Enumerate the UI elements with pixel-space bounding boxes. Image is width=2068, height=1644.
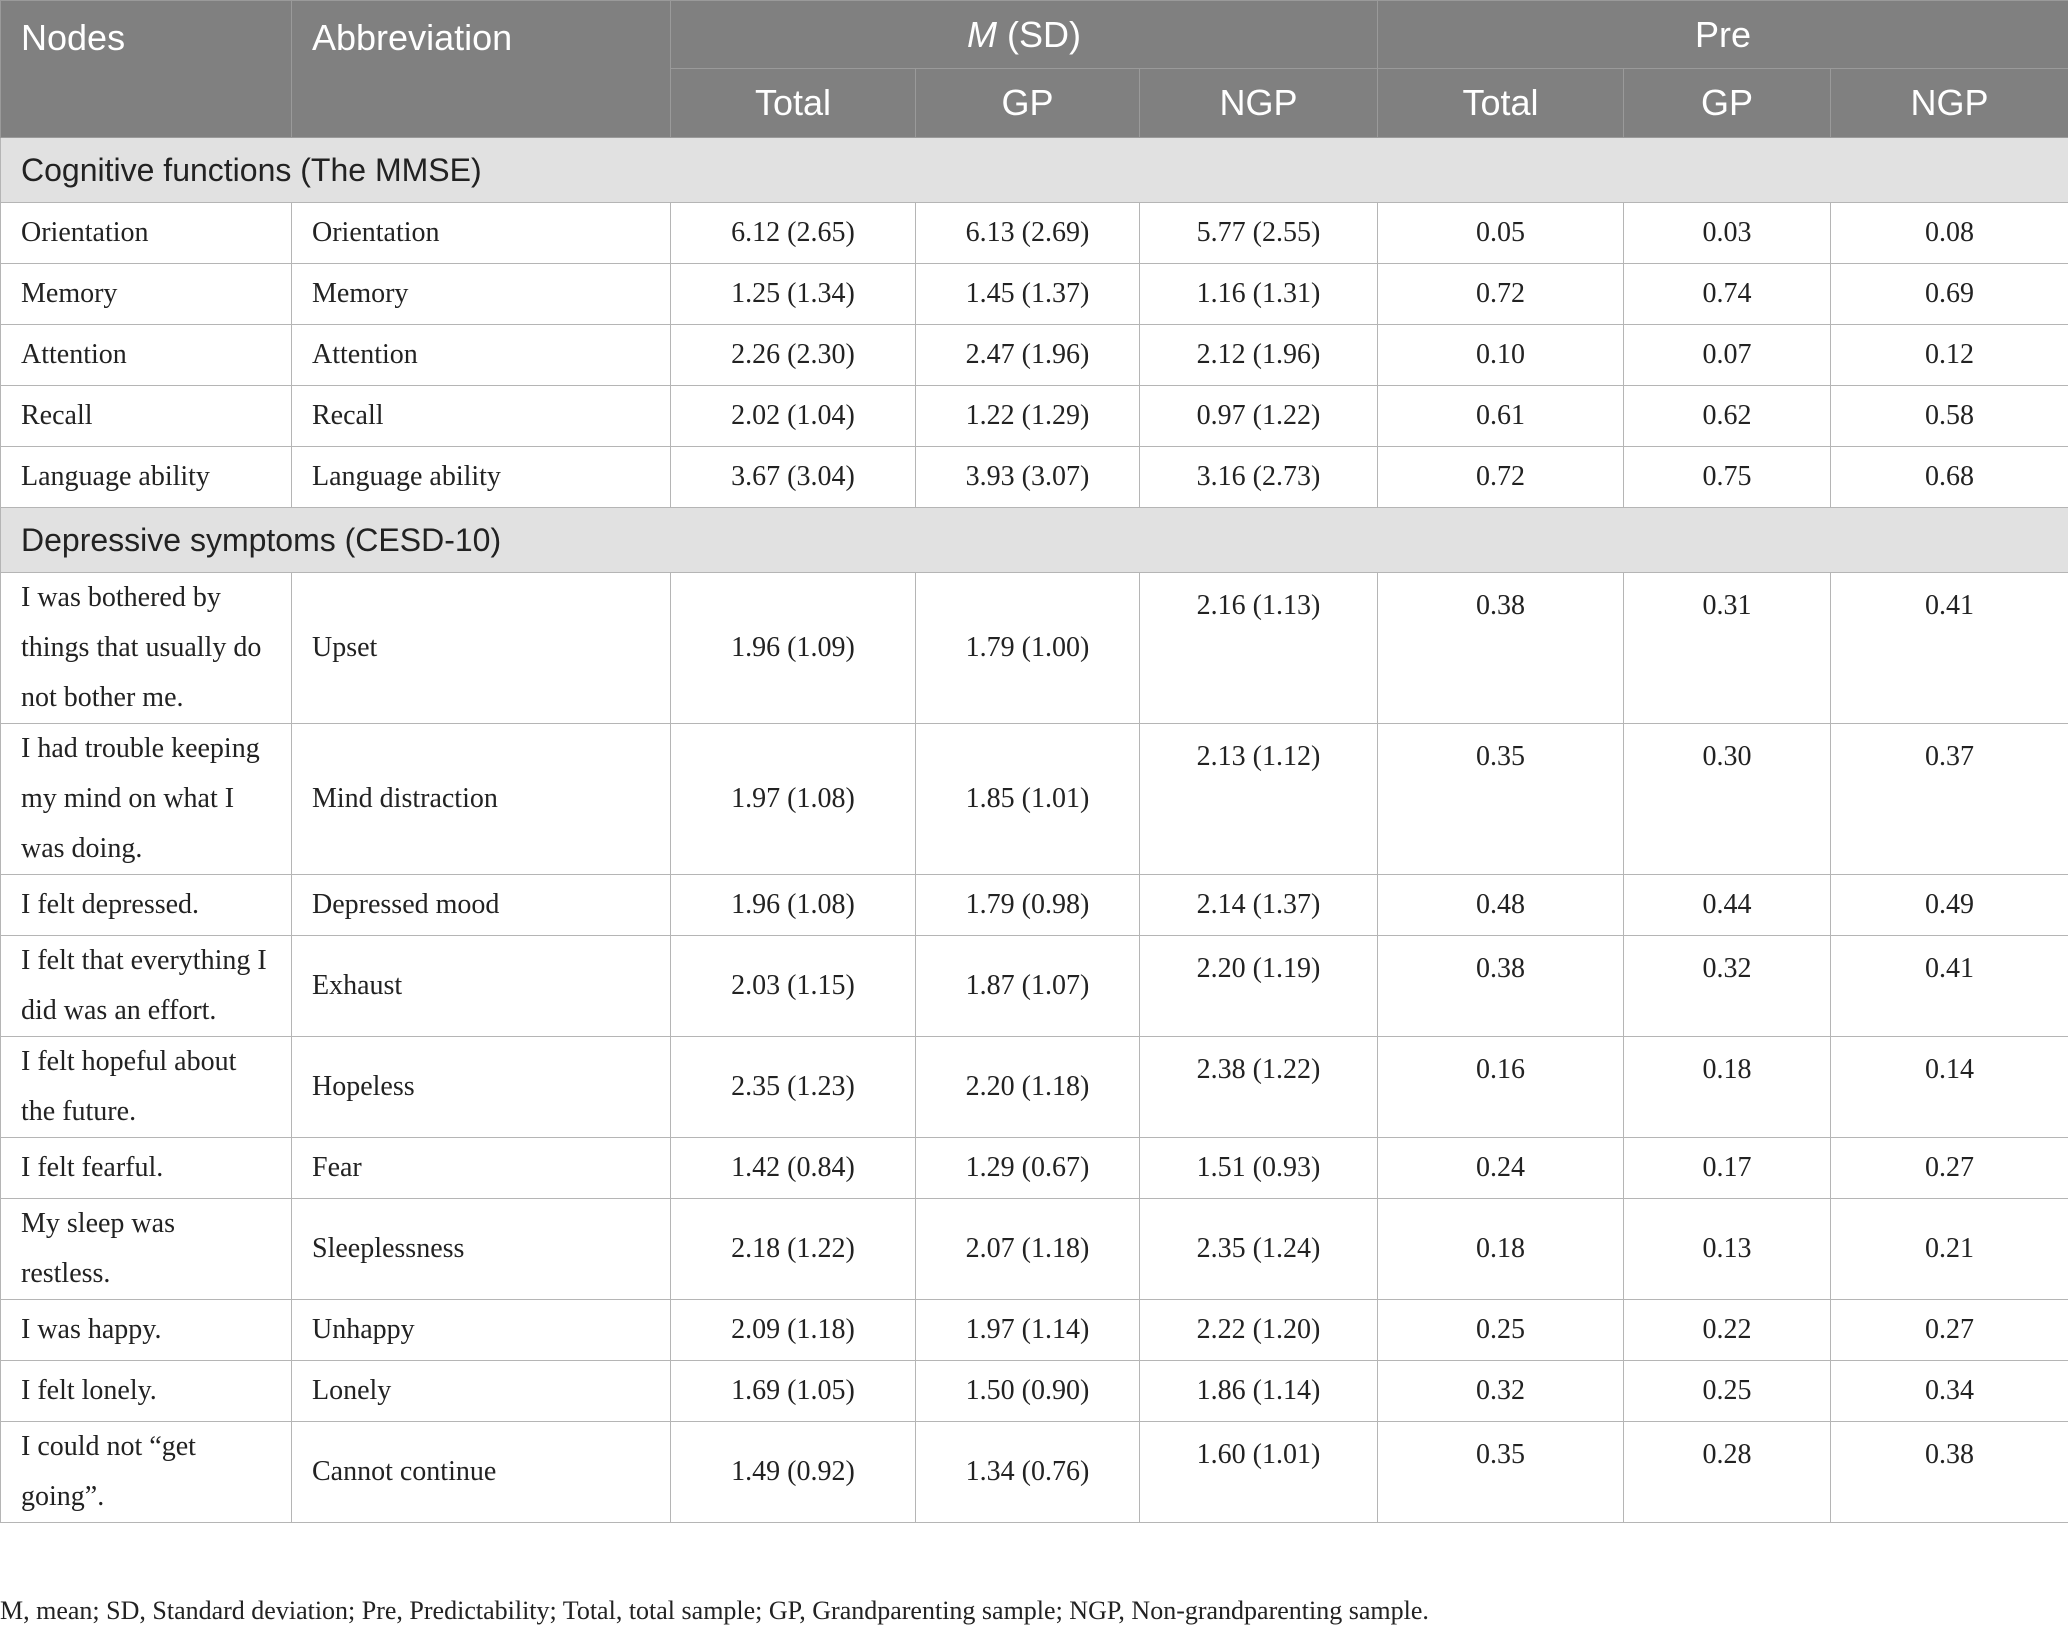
table-body: [1, 138, 2068, 1523]
header-abbreviation: Abbreviation: [292, 1, 671, 138]
pre-total-cell: 0.10: [1378, 325, 1624, 386]
header-m: M: [967, 13, 997, 55]
header-m-ngp: NGP: [1140, 69, 1378, 138]
abbreviation-cell: Cannot continue: [292, 1422, 671, 1523]
mean-total-cell: 2.03 (1.15): [671, 936, 916, 1037]
mean-total-cell: 2.35 (1.23): [671, 1037, 916, 1138]
pre-gp-cell: 0.25: [1624, 1361, 1831, 1422]
mean-total-cell: 6.12 (2.65): [671, 203, 916, 264]
mean-total-cell: 2.26 (2.30): [671, 325, 916, 386]
pre-gp-cell: 0.03: [1624, 203, 1831, 264]
mean-ngp-cell: 2.14 (1.37): [1140, 875, 1378, 936]
pre-gp-cell: 0.13: [1624, 1199, 1831, 1300]
table-row: [1, 1300, 2068, 1361]
abbreviation-cell: Unhappy: [292, 1300, 671, 1361]
node-cell: Orientation: [1, 203, 292, 264]
mean-ngp-cell: 2.13 (1.12): [1140, 724, 1378, 875]
pre-gp-cell: 0.17: [1624, 1138, 1831, 1199]
node-cell: I felt fearful.: [1, 1138, 292, 1199]
mean-total-cell: 3.67 (3.04): [671, 447, 916, 508]
node-cell: Language ability: [1, 447, 292, 508]
pre-total-cell: 0.38: [1378, 936, 1624, 1037]
header-nodes: Nodes: [1, 1, 292, 138]
mean-ngp-cell: 2.20 (1.19): [1140, 936, 1378, 1037]
pre-ngp-cell: 0.69: [1831, 264, 2068, 325]
mean-gp-cell: 1.50 (0.90): [916, 1361, 1140, 1422]
mean-gp-cell: 1.97 (1.14): [916, 1300, 1140, 1361]
mean-ngp-cell: 2.38 (1.22): [1140, 1037, 1378, 1138]
mean-total-cell: 2.02 (1.04): [671, 386, 916, 447]
pre-ngp-cell: 0.12: [1831, 325, 2068, 386]
pre-gp-cell: 0.75: [1624, 447, 1831, 508]
table-row: [1, 1138, 2068, 1199]
table-row: [1, 386, 2068, 447]
mean-gp-cell: 1.87 (1.07): [916, 936, 1140, 1037]
header-m-gp: GP: [916, 69, 1140, 138]
node-cell: Attention: [1, 325, 292, 386]
mean-total-cell: 1.42 (0.84): [671, 1138, 916, 1199]
mean-gp-cell: 3.93 (3.07): [916, 447, 1140, 508]
mean-gp-cell: 1.85 (1.01): [916, 724, 1140, 875]
mean-ngp-cell: 1.86 (1.14): [1140, 1361, 1378, 1422]
header-pre-ngp: NGP: [1831, 69, 2068, 138]
pre-total-cell: 0.72: [1378, 447, 1624, 508]
abbreviation-cell: Recall: [292, 386, 671, 447]
pre-ngp-cell: 0.27: [1831, 1138, 2068, 1199]
node-cell: I had trouble keeping my mind on what I was doing.: [1, 724, 292, 875]
table-row: [1, 1422, 2068, 1523]
table-row: [1, 264, 2068, 325]
table-row: [1, 1361, 2068, 1422]
pre-ngp-cell: 0.41: [1831, 573, 2068, 724]
header-sd: (SD): [997, 13, 1081, 55]
node-cell: I felt hopeful about the future.: [1, 1037, 292, 1138]
table-row: [1, 875, 2068, 936]
header-pre-total: Total: [1378, 69, 1624, 138]
mean-ngp-cell: 5.77 (2.55): [1140, 203, 1378, 264]
pre-ngp-cell: 0.27: [1831, 1300, 2068, 1361]
mean-gp-cell: 2.20 (1.18): [916, 1037, 1140, 1138]
table-row: [1, 1037, 2068, 1138]
node-cell: I felt lonely.: [1, 1361, 292, 1422]
mean-ngp-cell: 1.51 (0.93): [1140, 1138, 1378, 1199]
abbreviation-cell: Fear: [292, 1138, 671, 1199]
table-row: [1, 573, 2068, 724]
table-row: [1, 724, 2068, 875]
abbreviation-cell: Memory: [292, 264, 671, 325]
mean-gp-cell: 6.13 (2.69): [916, 203, 1140, 264]
pre-ngp-cell: 0.41: [1831, 936, 2068, 1037]
table-row: [1, 936, 2068, 1037]
pre-gp-cell: 0.22: [1624, 1300, 1831, 1361]
pre-gp-cell: 0.31: [1624, 573, 1831, 724]
section-title: Depressive symptoms (CESD-10): [1, 508, 2068, 573]
pre-total-cell: 0.16: [1378, 1037, 1624, 1138]
mean-gp-cell: 1.45 (1.37): [916, 264, 1140, 325]
pre-gp-cell: 0.44: [1624, 875, 1831, 936]
node-cell: I was happy.: [1, 1300, 292, 1361]
table-row: [1, 1199, 2068, 1300]
pre-total-cell: 0.72: [1378, 264, 1624, 325]
pre-gp-cell: 0.62: [1624, 386, 1831, 447]
mean-ngp-cell: 3.16 (2.73): [1140, 447, 1378, 508]
table-header: [1, 1, 2068, 138]
pre-gp-cell: 0.28: [1624, 1422, 1831, 1523]
abbreviation-cell: Language ability: [292, 447, 671, 508]
header-pre-gp: GP: [1624, 69, 1831, 138]
node-cell: I felt that everything I did was an effort.: [1, 936, 292, 1037]
mean-gp-cell: 1.79 (0.98): [916, 875, 1140, 936]
abbreviation-cell: Exhaust: [292, 936, 671, 1037]
table-footnote: M, mean; SD, Standard deviation; Pre, Predictability; Total, total sample; GP, Grandparenting sample; NGP, Non-grandparenting sample.: [0, 1596, 1429, 1625]
node-cell: I felt depressed.: [1, 875, 292, 936]
abbreviation-cell: Lonely: [292, 1361, 671, 1422]
section-row-depressive: [1, 508, 2068, 573]
pre-ngp-cell: 0.14: [1831, 1037, 2068, 1138]
pre-ngp-cell: 0.08: [1831, 203, 2068, 264]
mean-ngp-cell: 1.16 (1.31): [1140, 264, 1378, 325]
pre-gp-cell: 0.07: [1624, 325, 1831, 386]
pre-total-cell: 0.48: [1378, 875, 1624, 936]
mean-ngp-cell: 2.22 (1.20): [1140, 1300, 1378, 1361]
header-pre: Pre: [1378, 1, 2068, 69]
pre-gp-cell: 0.30: [1624, 724, 1831, 875]
node-cell: I could not “get going”.: [1, 1422, 292, 1523]
pre-ngp-cell: 0.68: [1831, 447, 2068, 508]
header-mean-sd: [671, 1, 1378, 69]
pre-ngp-cell: 0.49: [1831, 875, 2068, 936]
abbreviation-cell: Mind distraction: [292, 724, 671, 875]
abbreviation-cell: Orientation: [292, 203, 671, 264]
pre-ngp-cell: 0.38: [1831, 1422, 2068, 1523]
mean-ngp-cell: 1.60 (1.01): [1140, 1422, 1378, 1523]
pre-total-cell: 0.18: [1378, 1199, 1624, 1300]
mean-gp-cell: 1.22 (1.29): [916, 386, 1140, 447]
pre-ngp-cell: 0.58: [1831, 386, 2068, 447]
node-cell: My sleep was restless.: [1, 1199, 292, 1300]
mean-total-cell: 1.96 (1.08): [671, 875, 916, 936]
header-m-total: Total: [671, 69, 916, 138]
pre-total-cell: 0.24: [1378, 1138, 1624, 1199]
mean-gp-cell: 1.79 (1.00): [916, 573, 1140, 724]
node-cell: I was bothered by things that usually do not bother me.: [1, 573, 292, 724]
abbreviation-cell: Depressed mood: [292, 875, 671, 936]
pre-ngp-cell: 0.37: [1831, 724, 2068, 875]
mean-ngp-cell: 2.35 (1.24): [1140, 1199, 1378, 1300]
pre-total-cell: 0.35: [1378, 724, 1624, 875]
mean-ngp-cell: 0.97 (1.22): [1140, 386, 1378, 447]
pre-gp-cell: 0.32: [1624, 936, 1831, 1037]
section-row-cognitive: [1, 138, 2068, 203]
mean-total-cell: 1.25 (1.34): [671, 264, 916, 325]
abbreviation-cell: Sleeplessness: [292, 1199, 671, 1300]
mean-ngp-cell: 2.12 (1.96): [1140, 325, 1378, 386]
mean-total-cell: 2.18 (1.22): [671, 1199, 916, 1300]
mean-gp-cell: 2.07 (1.18): [916, 1199, 1140, 1300]
section-title: Cognitive functions (The MMSE): [1, 138, 2068, 203]
mean-total-cell: 1.69 (1.05): [671, 1361, 916, 1422]
node-cell: Recall: [1, 386, 292, 447]
pre-ngp-cell: 0.34: [1831, 1361, 2068, 1422]
abbreviation-cell: Attention: [292, 325, 671, 386]
mean-total-cell: 2.09 (1.18): [671, 1300, 916, 1361]
abbreviation-cell: Hopeless: [292, 1037, 671, 1138]
pre-gp-cell: 0.18: [1624, 1037, 1831, 1138]
pre-total-cell: 0.32: [1378, 1361, 1624, 1422]
pre-ngp-cell: 0.21: [1831, 1199, 2068, 1300]
mean-gp-cell: 2.47 (1.96): [916, 325, 1140, 386]
table-row: [1, 325, 2068, 386]
mean-ngp-cell: 2.16 (1.13): [1140, 573, 1378, 724]
abbreviation-cell: Upset: [292, 573, 671, 724]
mean-total-cell: 1.97 (1.08): [671, 724, 916, 875]
pre-total-cell: 0.05: [1378, 203, 1624, 264]
pre-total-cell: 0.35: [1378, 1422, 1624, 1523]
mean-gp-cell: 1.29 (0.67): [916, 1138, 1140, 1199]
mean-total-cell: 1.49 (0.92): [671, 1422, 916, 1523]
table-row: [1, 447, 2068, 508]
mean-gp-cell: 1.34 (0.76): [916, 1422, 1140, 1523]
node-cell: Memory: [1, 264, 292, 325]
pre-total-cell: 0.61: [1378, 386, 1624, 447]
table-row: [1, 203, 2068, 264]
mean-total-cell: 1.96 (1.09): [671, 573, 916, 724]
pre-total-cell: 0.25: [1378, 1300, 1624, 1361]
pre-total-cell: 0.38: [1378, 573, 1624, 724]
pre-gp-cell: 0.74: [1624, 264, 1831, 325]
